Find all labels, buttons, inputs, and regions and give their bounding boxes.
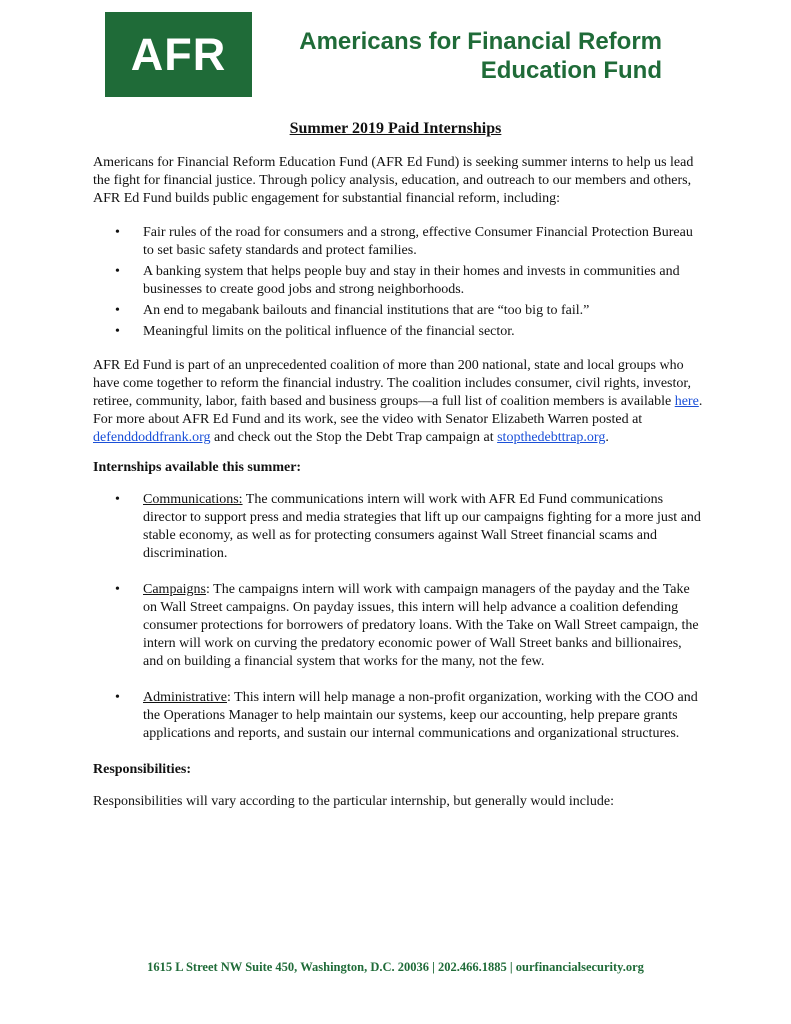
- internship-item-communications: [143, 491, 703, 563]
- internship-description: The communications intern will work with AFR Ed Fund communications director to support press and media strategies that lift up our campaigns fighting for a more just and stable economy, as well as for protecting consumers against Wall Street financial scams and discrimination.: [143, 492, 701, 561]
- list-item: • An end to megabank bailouts and financial institutions that are “too big to fail.”: [143, 302, 703, 320]
- internship-name: Campaigns: [143, 582, 206, 597]
- internship-description: : This intern will help manage a non-profit organization, working with the COO and the Operations Manager to help maintain our systems, keep our accounting, help prepare grants applications and reports, and sustain our internal communications and organizational structures.: [143, 690, 698, 741]
- internship-name: Administrative: [143, 690, 227, 705]
- responsibilities-paragraph: Responsibilities will vary according to the particular internship, but generally would include:: [93, 794, 614, 809]
- coalition-text-1: AFR Ed Fund is part of an unprecedented coalition of more than 200 national, state and local groups who have come together to reform the financial industry. The coalition includes consumer, civil rights, investor, retiree, community, labor, faith based and business groups—a full list of coalition members is available: [93, 358, 691, 409]
- org-name: [262, 27, 662, 85]
- list-item: • Fair rules of the road for consumers and a strong, effective Consumer Financial Protection Bureau to set basic safety standards and protect families.: [143, 224, 703, 260]
- page-title: Summer 2019 Paid Internships: [289, 120, 502, 137]
- internships-list: [93, 491, 703, 743]
- responsibilities-heading: Responsibilities:: [93, 762, 192, 777]
- goals-list: [93, 224, 703, 341]
- intro-paragraph: Americans for Financial Reform Education Fund (AFR Ed Fund) is seeking summer interns to help us lead the fight for financial justice. Through policy analysis, education, and outreach to our members and others, AFR Ed Fund builds public engagement for substantial financial reform, including:: [93, 155, 694, 206]
- logo-text: AFR: [130, 28, 227, 80]
- stopthedebttrap-link[interactable]: stopthedebttrap.org: [497, 430, 606, 445]
- coalition-text-4: .: [605, 430, 609, 445]
- list-item: • Meaningful limits on the political influence of the financial sector.: [143, 323, 703, 341]
- coalition-members-link[interactable]: here: [674, 394, 699, 409]
- internship-item-administrative: [143, 689, 703, 743]
- internship-name: Communications:: [143, 492, 243, 507]
- org-name-line1: Americans for Financial Reform: [299, 28, 662, 55]
- defenddoddfrank-link[interactable]: defenddoddfrank.org: [93, 430, 211, 445]
- org-name-line2: Education Fund: [480, 57, 662, 84]
- document-body: [93, 154, 703, 811]
- coalition-paragraph: [93, 357, 703, 447]
- afr-logo: [105, 12, 252, 97]
- internships-heading: Internships available this summer:: [93, 460, 302, 475]
- list-item: • A banking system that helps people buy and stay in their homes and invests in communities and businesses to create good jobs and strong neighborhoods.: [143, 263, 703, 299]
- coalition-text-2: . For more about AFR Ed Fund and its work, see the video with Senator Elizabeth Warren posted at: [93, 394, 703, 427]
- internship-description: : The campaigns intern will work with campaign managers of the payday and the Take on Wall Street campaigns. On payday issues, this intern will help advance a coalition defending consumer protections for borrowers of predatory loans. With the Take on Wall Street campaign, the intern will work on curving the predatory economic power of Wall Street banks and billionaires, and on building a financial system that works for the many, not the few.: [143, 582, 699, 669]
- coalition-text-3: and check out the Stop the Debt Trap campaign at: [210, 430, 498, 445]
- footer-address: 1615 L Street NW Suite 450, Washington, D.C. 20036 | 202.466.1885 | ourfinancialsecurity.org: [147, 960, 644, 974]
- internship-item-campaigns: [143, 581, 703, 671]
